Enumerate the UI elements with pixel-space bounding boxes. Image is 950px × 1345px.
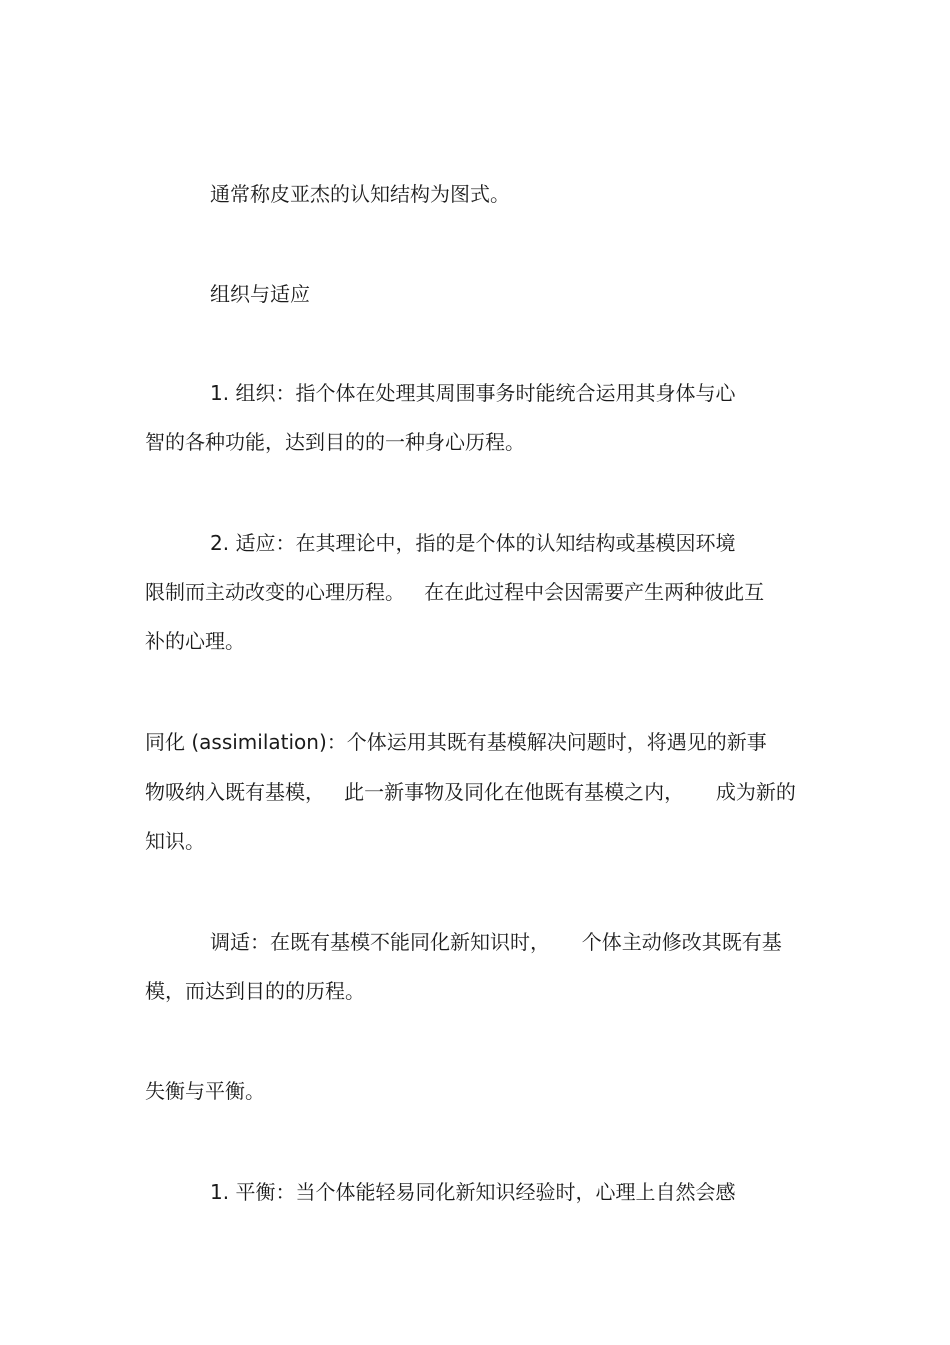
- section-heading-organization-adaptation: 组织与适应: [210, 282, 310, 306]
- list-item-adaptation-line-1: 2. 适应：在其理论中，指的是个体的认知结构或基模因环境: [210, 531, 736, 555]
- list-item-adaptation-line-3: 补的心理。: [145, 629, 245, 653]
- paragraph-accommodation-line-1: 调适：在既有基模不能同化新知识时， 个体主动修改其既有基: [210, 930, 782, 954]
- paragraph-assimilation-line-1: 同化 (assimilation)：个体运用其既有基模解决问题时，将遇见的新事: [145, 730, 767, 754]
- list-item-organization-line-1: 1. 组织：指个体在处理其周围事务时能统合运用其身体与心: [210, 381, 736, 405]
- section-heading-equilibrium: 失衡与平衡。: [145, 1079, 265, 1103]
- list-item-equilibrium-line-1: 1. 平衡：当个体能轻易同化新知识经验时，心理上自然会感: [210, 1180, 736, 1204]
- paragraph-accommodation-line-2: 模，而达到目的的历程。: [145, 979, 365, 1003]
- list-item-organization-line-2: 智的各种功能，达到目的的一种身心历程。: [145, 430, 525, 454]
- paragraph-assimilation-line-2: 物吸纳入既有基模， 此一新事物及同化在他既有基模之内， 成为新的: [145, 780, 796, 804]
- list-item-adaptation-line-2: 限制而主动改变的心理历程。 在在此过程中会因需要产生两种彼此互: [145, 580, 765, 604]
- paragraph-assimilation-line-3: 知识。: [145, 829, 205, 853]
- paragraph-schema-intro: 通常称皮亚杰的认知结构为图式。: [210, 182, 510, 206]
